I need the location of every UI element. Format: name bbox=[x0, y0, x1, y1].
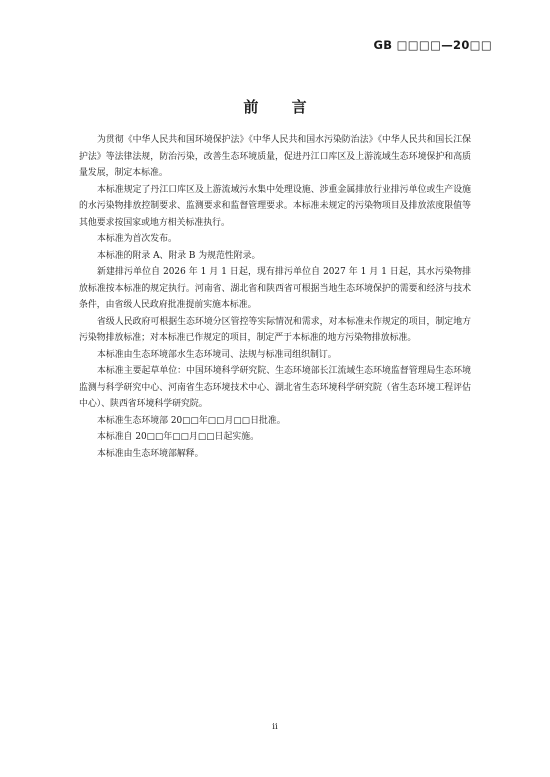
paragraph-effective-dates: 新建排污单位自 2026 年 1 月 1 日起，现有排污单位自 2027 年 1 月 1 日起，其水污染物排放标准按本标准的规定执行。河南省、湖北省和陕西省可根据当地生态环境保护的需要和经济与技术条件，由省级人民政府批准提前实施本标准。 bbox=[79, 267, 471, 310]
page-title: 前 言 bbox=[243, 98, 321, 116]
paragraph-implementation: 本标准自 20□□年□□月□□日起实施。 bbox=[97, 432, 260, 442]
paragraph-organizer: 本标准由生态环境部水生态环境司、法规与标准司组织制订。 bbox=[97, 349, 337, 360]
paragraph-purpose: 为贯彻《中华人民共和国环境保护法》《中华人民共和国水污染防治法》《中华人民共和国长江保护法》等法律法规，防治污染，改善生态环境质量，促进丹江口库区及上游流域生态环境保护和高质量发展，制定本标准。 bbox=[79, 135, 471, 178]
paragraph-local-standards: 省级人民政府可根据生态环境分区管控等实际情况和需求，对本标准未作规定的项目，制定地方污染物排放标准；对本标准已作规定的项目，制定严于本标准的地方污染物排放标准。 bbox=[79, 316, 471, 343]
paragraph-scope: 本标准规定了丹江口库区及上游流域污水集中处理设施、涉重金属排放行业排污单位或生产设施的水污染物排放控制要求、监测要求和监督管理要求。本标准未规定的污染物项目及排放浓度限值等其他要求按国家或地方相关标准执行。 bbox=[79, 184, 471, 228]
paragraph-first-release: 本标准为首次发布。 bbox=[97, 234, 177, 244]
paragraph-drafting-units: 本标准主要起草单位：中国环境科学研究院、生态环境部长江流域生态环境监督管理局生态环境监测与科学研究中心、河南省生态环境技术中心、湖北省生态环境科学研究院（省生态环境工程评估中心）、陕西省环境科学研究院。 bbox=[79, 366, 471, 409]
foreword-body bbox=[79, 132, 471, 462]
page-number: ii bbox=[272, 722, 278, 732]
paragraph-approval: 本标准生态环境部 20□□年□□月□□日批准。 bbox=[97, 415, 286, 426]
paragraph-interpretation: 本标准由生态环境部解释。 bbox=[97, 448, 204, 459]
standard-code: GB □□□□—20□□ bbox=[373, 38, 492, 52]
paragraph-appendices: 本标准的附录 A、附录 B 为规范性附录。 bbox=[97, 250, 261, 261]
